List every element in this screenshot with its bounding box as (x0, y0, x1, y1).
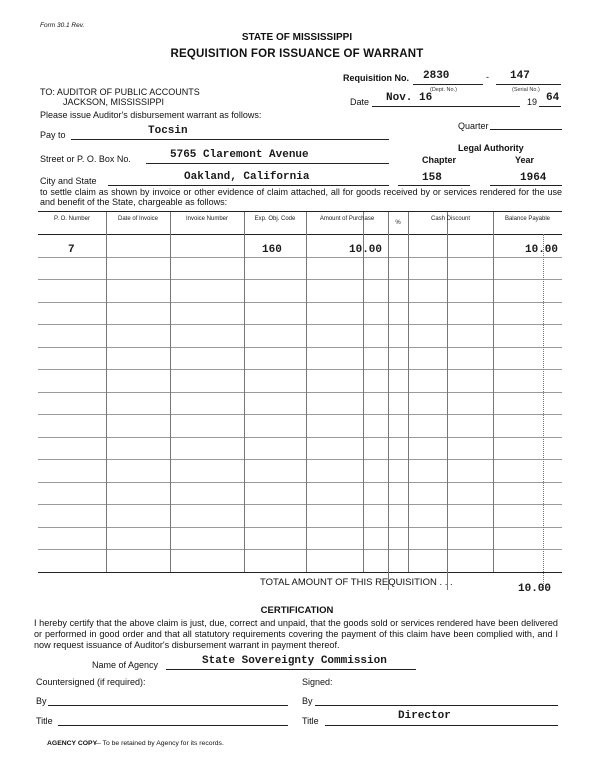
col-percent: % (395, 220, 401, 226)
please-issue: Please issue Auditor's disbursement warrant as follows: (40, 110, 262, 120)
col-date-of-invoice: Date of Invoice (117, 216, 159, 222)
city-value: Oakland, California (184, 171, 310, 183)
state-heading: STATE OF MISSISSIPPI (241, 32, 353, 43)
form-title: REQUISITION FOR ISSUANCE OF WARRANT (170, 48, 424, 60)
title-label-right: Title (302, 716, 319, 726)
street-value: 5765 Claremont Avenue (170, 149, 309, 161)
date-value: Nov. 16 (386, 92, 433, 104)
chapter-value: 158 (422, 172, 442, 184)
chapter-label: Chapter (422, 155, 457, 165)
requisition-label: Requisition No. (343, 73, 409, 83)
serial-no-caption: (Serial No.) (512, 87, 540, 93)
total-label: TOTAL AMOUNT OF THIS REQUISITION . . . (260, 577, 453, 588)
by-label-right: By (302, 696, 313, 706)
city-label: City and State (40, 176, 97, 186)
quarter-label: Quarter (458, 121, 489, 131)
year-label: Year (515, 155, 535, 165)
countersigned-label: Countersigned (if required): (36, 677, 146, 687)
pay-to-value: Tocsin (148, 125, 188, 137)
agency-copy: AGENCY COPY (47, 740, 98, 747)
pay-to-label: Pay to (40, 130, 66, 140)
year-prefix: 19 (527, 97, 538, 107)
agency-value: State Sovereignty Commission (202, 655, 387, 667)
certification-text: I hereby certify that the above claim is just, due, correct and unpaid, that the goods sold or services rendered have been delivered or performed in good order and that all statutory requirements covering the payment of this claim have been complied with, and I now request issuance of Auditor's disbursement warrant in payment thereof. (34, 618, 558, 650)
line-items-table (38, 211, 562, 595)
col-balance-payable: Balance Payable (504, 216, 551, 222)
col-exp-obj-code: Exp. Obj. Code (254, 216, 296, 222)
year-value: 64 (546, 92, 560, 104)
total-value: 10.00 (518, 583, 552, 595)
date-label: Date (350, 97, 370, 107)
dash: - (486, 72, 489, 82)
by-label-left: By (36, 696, 47, 706)
row1-po-number: 7 (68, 244, 75, 256)
certification-title: CERTIFICATION (260, 605, 334, 616)
settle-text: to settle claim as shown by invoice or other evidence of claim attached, all for goods received by or services rendered for the use and benefit of the State, chargeable as follows: (40, 187, 562, 207)
serial-number: 147 (510, 70, 530, 82)
dept-no-caption: (Dept. No.) (430, 87, 457, 93)
agency-label: Name of Agency (92, 660, 159, 670)
signed-label: Signed: (302, 677, 333, 687)
row1-exp-obj-code: 160 (262, 244, 282, 256)
row1-amount: 10.00 (349, 244, 383, 256)
agency-copy-note: — To be retained by Agency for its records. (94, 740, 224, 747)
col-cash-discount: Cash Discount (430, 216, 471, 222)
col-po-number: P. O. Number (54, 216, 90, 222)
col-amount: Amount of Purchase (319, 216, 375, 222)
year-auth-value: 1964 (520, 172, 547, 184)
row1-balance: 10.00 (525, 244, 559, 256)
street-label: Street or P. O. Box No. (40, 154, 131, 164)
to-city: JACKSON, MISSISSIPPI (63, 97, 165, 107)
to-line: TO: AUDITOR OF PUBLIC ACCOUNTS (40, 87, 200, 97)
form-number: Form 30.1 Rev. (40, 22, 85, 29)
legal-authority: Legal Authority (458, 143, 524, 153)
title-label-left: Title (36, 716, 53, 726)
title-value: Director (398, 710, 451, 722)
dept-number: 2830 (423, 70, 450, 82)
col-invoice-number: Invoice Number (185, 216, 229, 222)
